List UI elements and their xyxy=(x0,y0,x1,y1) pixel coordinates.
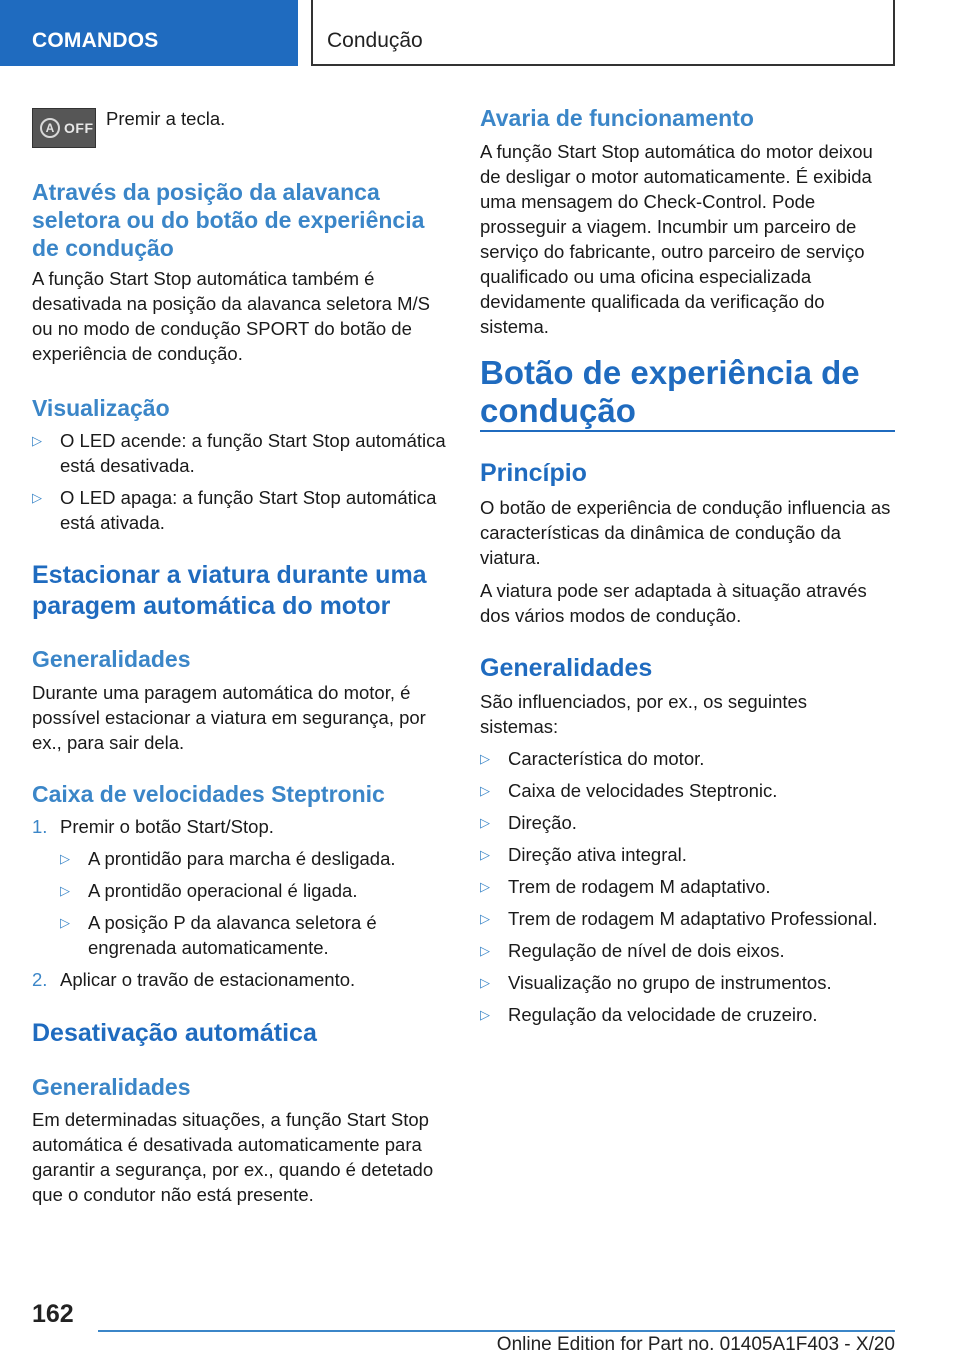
step-item: 1. Premir o botão Start/Stop. xyxy=(32,816,274,837)
press-key-text: Premir a tecla. xyxy=(106,108,226,129)
bullet-triangle-icon: ▷ xyxy=(480,783,490,798)
heading-general-2: Generalidades xyxy=(32,1074,191,1100)
heading-general-1: Generalidades xyxy=(32,646,191,672)
systems-list xyxy=(480,746,895,1027)
paragraph-principle-1: O botão de experiência de condução influencia as características da dinâmica de condução da viatura. xyxy=(480,497,891,568)
page-number: 162 xyxy=(32,1300,74,1328)
bullet-triangle-icon: ▷ xyxy=(480,751,490,766)
paragraph-selector: A função Start Stop automática também é desativada na posição da alavanca seletora M/S ou no modo de condução SPORT do botão de experiência de condução. xyxy=(32,268,431,364)
steptronic-steps xyxy=(32,814,448,992)
heading-driving-experience: Botão de experiência de condução xyxy=(480,354,860,429)
list-item: ▷ Visualização no grupo de instrumentos. xyxy=(480,972,832,993)
heading-general-right: Generalidades xyxy=(480,654,653,682)
bullet-triangle-icon: ▷ xyxy=(60,883,70,898)
heading-selector: Através da posição da alavanca seletora ou do botão de experiência de condução xyxy=(32,179,425,261)
list-item: ▷ Trem de rodagem M adaptativo. xyxy=(480,876,771,897)
bullet-triangle-icon: ▷ xyxy=(480,911,490,926)
visualization-list xyxy=(32,428,448,535)
bullet-triangle-icon: ▷ xyxy=(60,851,70,866)
step-item: 2. Aplicar o travão de estacionamento. xyxy=(32,969,356,990)
list-item: ▷ Trem de rodagem M adaptativo Professional. xyxy=(480,908,878,929)
list-item: ▷ Direção ativa integral. xyxy=(480,844,687,865)
heading-principle: Princípio xyxy=(480,459,587,487)
bullet-triangle-icon: ▷ xyxy=(480,943,490,958)
list-item: ▷ Regulação de nível de dois eixos. xyxy=(480,940,785,961)
paragraph-general-2: Em determinadas situações, a função Start Stop automática é desativada automaticamente para garantir a segurança, por ex., quando é detetado que o condutor não está presente. xyxy=(32,1109,434,1205)
list-item: ▷ O LED acende: a função Start Stop automática está desativada. xyxy=(32,430,446,476)
bullet-triangle-icon: ▷ xyxy=(32,490,42,505)
paragraph-fault: A função Start Stop automática do motor deixou de desligar o motor automaticamente. É exibida uma mensagem do Check-Control. Pode prosseguir a viagem. Incumbir um parceiro de serviço do fabricante, outro parceiro de serviço qualificado ou uma oficina especializada devidamente qualificada da verificação do sistema. xyxy=(480,141,873,337)
list-item: ▷ Caixa de velocidades Steptronic. xyxy=(480,780,778,801)
list-item: ▷ Característica do motor. xyxy=(480,748,705,769)
chapter-tab xyxy=(311,0,895,66)
chapter-label: Condução xyxy=(327,29,423,52)
list-item: ▷ A posição P da alavanca seletora é engrenada automaticamente. xyxy=(60,912,377,958)
auto-start-stop-off-icon: A OFF xyxy=(32,108,96,148)
heading-park: Estacionar a viatura durante uma paragem automática do motor xyxy=(32,561,427,620)
bullet-triangle-icon: ▷ xyxy=(60,915,70,930)
list-item: ▷ O LED apaga: a função Start Stop automática está ativada. xyxy=(32,487,437,533)
bullet-triangle-icon: ▷ xyxy=(480,975,490,990)
heading-rule xyxy=(480,430,895,432)
heading-auto-off: Desativação automática xyxy=(32,1019,317,1047)
footer-rule xyxy=(98,1330,895,1332)
paragraph-general-1: Durante uma paragem automática do motor, é possível estacionar a viatura em segurança, por ex., para sair dela. xyxy=(32,682,426,753)
paragraph-principle-2: A viatura pode ser adaptada à situação através dos vários modos de condução. xyxy=(480,580,867,626)
list-item: ▷ Direção. xyxy=(480,812,577,833)
bullet-triangle-icon: ▷ xyxy=(480,879,490,894)
heading-fault: Avaria de funcionamento xyxy=(480,105,754,131)
bullet-triangle-icon: ▷ xyxy=(480,815,490,830)
list-item: ▷ A prontidão para marcha é desligada. xyxy=(60,848,396,869)
bullet-triangle-icon: ▷ xyxy=(480,1007,490,1022)
list-item: ▷ A prontidão operacional é ligada. xyxy=(60,880,358,901)
section-tab xyxy=(0,0,298,66)
heading-steptronic: Caixa de velocidades Steptronic xyxy=(32,781,385,807)
section-label: COMANDOS xyxy=(32,29,159,52)
list-item: ▷ Regulação da velocidade de cruzeiro. xyxy=(480,1004,818,1025)
bullet-triangle-icon: ▷ xyxy=(32,433,42,448)
bullet-triangle-icon: ▷ xyxy=(480,847,490,862)
footer-edition: Online Edition for Part no. 01405A1F403 - X/20 xyxy=(496,1334,895,1355)
heading-visualization: Visualização xyxy=(32,395,170,421)
paragraph-general-right: São influenciados, por ex., os seguintes sistemas: xyxy=(480,691,808,737)
